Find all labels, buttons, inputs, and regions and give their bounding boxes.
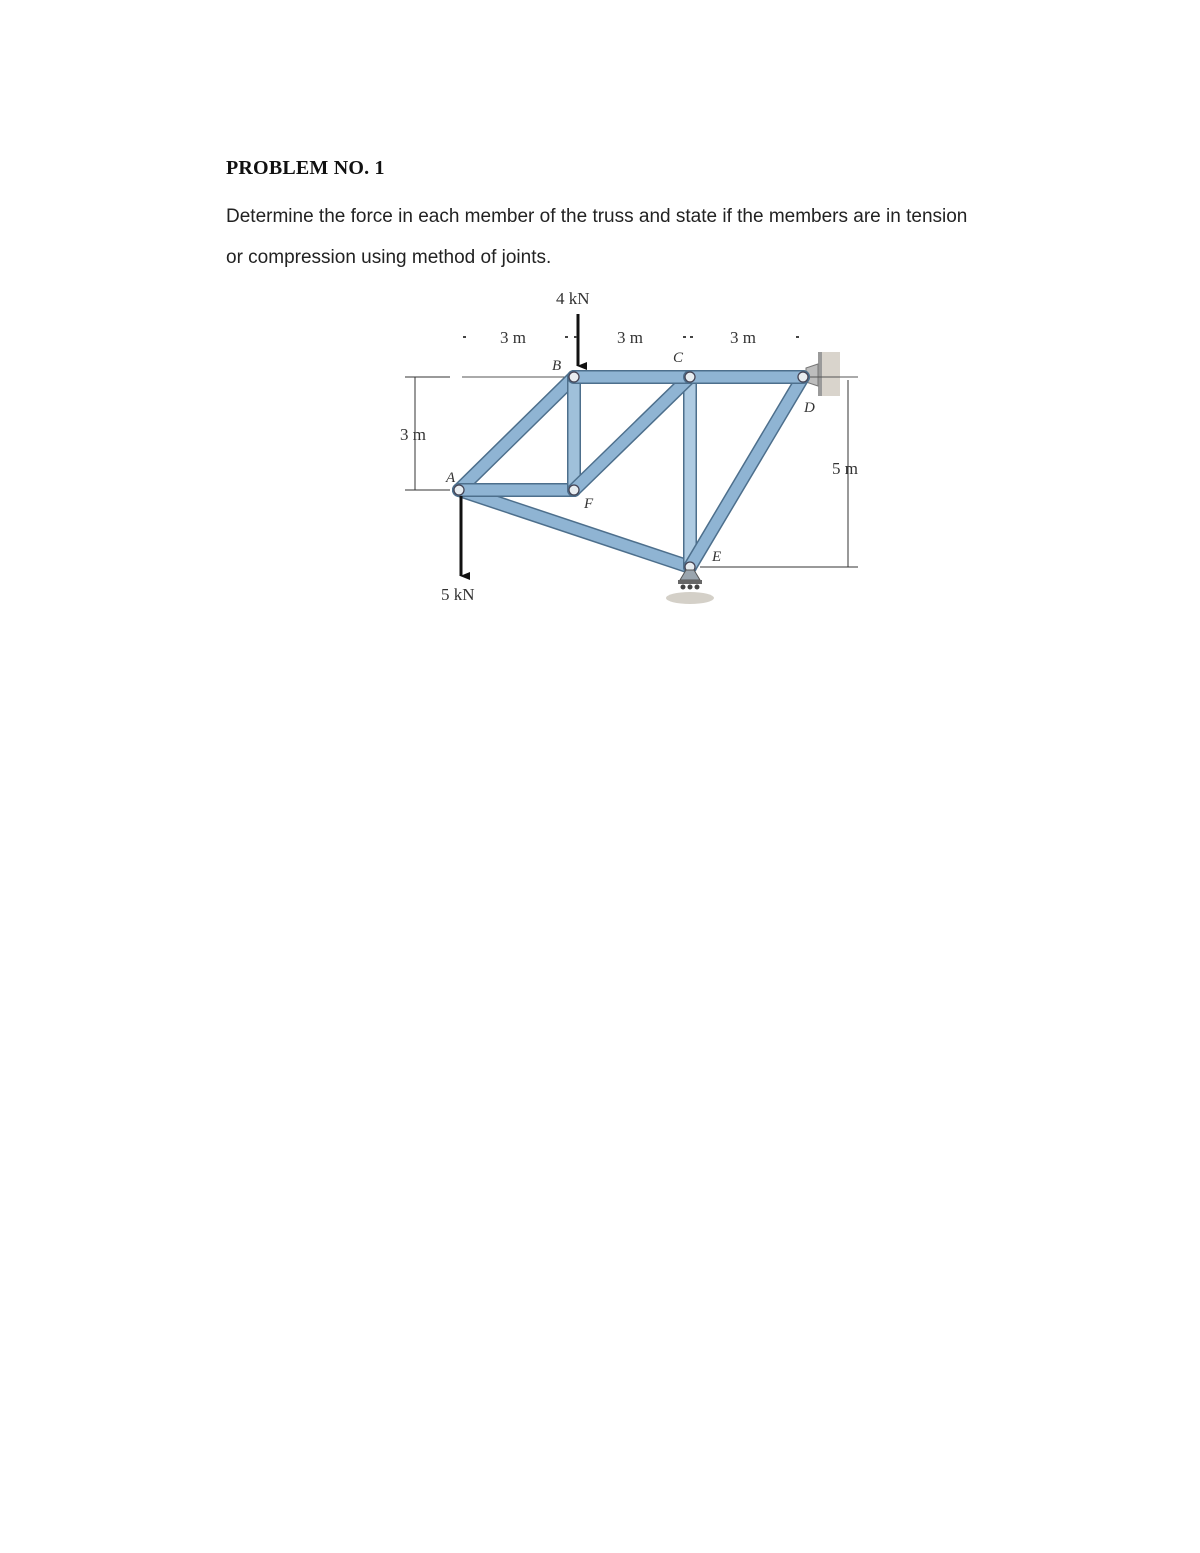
span-2-label: 3 m xyxy=(617,328,643,347)
pin-c xyxy=(685,372,695,382)
member-de xyxy=(690,377,803,567)
pin-f xyxy=(569,485,579,495)
pin-b xyxy=(569,372,579,382)
truss-figure xyxy=(380,280,860,620)
problem-statement xyxy=(226,196,1086,278)
truss-diagram xyxy=(380,280,860,620)
span-1-label: 3 m xyxy=(500,328,526,347)
problem-title: PROBLEM NO. 1 xyxy=(226,157,385,179)
span-3-label: 3 m xyxy=(730,328,756,347)
pin-d xyxy=(798,372,808,382)
top-load-label: 4 kN xyxy=(556,289,590,308)
member-cf xyxy=(574,377,690,490)
member-ae xyxy=(459,490,690,567)
member-ab xyxy=(459,377,574,490)
joint-label-f: F xyxy=(584,496,594,512)
support-e xyxy=(666,570,714,604)
joint-label-c: C xyxy=(673,350,684,366)
joint-label-e: E xyxy=(712,549,722,565)
joint-label-a: A xyxy=(446,470,456,486)
left-height-label: 3 m xyxy=(400,425,426,444)
wall-support-d xyxy=(806,352,840,396)
statement-line-1: Determine the force in each member of the truss and state if the members are in tension xyxy=(226,206,968,227)
joint-label-d: D xyxy=(804,400,815,416)
right-height-label: 5 m xyxy=(832,459,858,478)
left-load-label: 5 kN xyxy=(441,585,475,604)
truss-members xyxy=(459,377,803,567)
joint-label-b: B xyxy=(552,358,562,374)
statement-line-2: or compression using method of joints. xyxy=(226,247,552,268)
pin-a xyxy=(454,485,464,495)
